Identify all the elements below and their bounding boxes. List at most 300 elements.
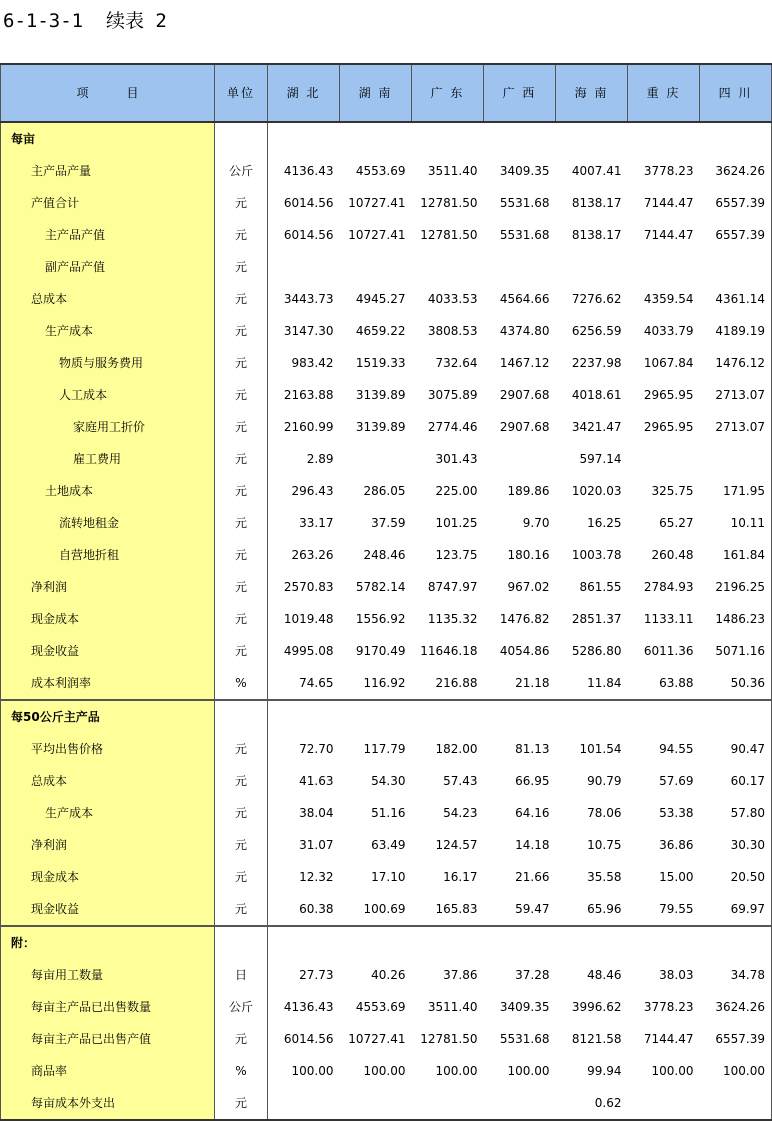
cell-value: 1519.33	[355, 356, 406, 370]
cell-value: 63.49	[371, 838, 406, 852]
cell-value: 3624.26	[700, 155, 772, 187]
cell-value: 4189.19	[700, 315, 772, 347]
cell-value: 1133.11	[643, 612, 694, 626]
row-label: 现金收益	[1, 635, 215, 667]
cell-value: 296.43	[291, 484, 334, 498]
cell-value: 100.00	[291, 1064, 334, 1078]
cell-value: 38.03	[659, 968, 694, 982]
cell-value: 48.46	[587, 968, 622, 982]
cell-value	[412, 251, 484, 283]
cell-value	[412, 1087, 484, 1120]
cell-value: 37.59	[371, 516, 406, 530]
cell-value	[412, 122, 484, 155]
row-unit: 元	[215, 733, 268, 765]
cell-value: 3139.89	[355, 388, 406, 402]
row-label: 每亩主产品已出售数量	[1, 991, 215, 1023]
cell-value: 2965.95	[643, 420, 694, 434]
cell-value: 9.70	[522, 516, 550, 530]
row-unit: 元	[215, 219, 268, 251]
table-row	[1, 861, 772, 893]
table-row	[1, 1023, 772, 1055]
header-province: 湖 北	[268, 64, 340, 122]
cell-value: 5531.68	[499, 1032, 550, 1046]
cell-value: 34.78	[700, 959, 772, 991]
table-row	[1, 959, 772, 991]
cell-value: 10.11	[700, 507, 772, 539]
cell-value	[628, 443, 700, 475]
cell-value: 2774.46	[427, 420, 478, 434]
table-row	[1, 733, 772, 765]
header-item	[1, 64, 215, 122]
cell-value: 4007.41	[571, 164, 622, 178]
cell-value: 3147.30	[283, 324, 334, 338]
row-label: 商品率	[1, 1055, 215, 1087]
cell-value: 2163.88	[283, 388, 334, 402]
cell-value: 51.16	[371, 806, 406, 820]
cell-value	[268, 122, 340, 155]
cell-value: 7144.47	[643, 1032, 694, 1046]
cell-value: 286.05	[363, 484, 406, 498]
row-unit: 元	[215, 347, 268, 379]
cell-value: 116.92	[363, 676, 406, 690]
table-row	[1, 283, 772, 315]
cell-value: 123.75	[435, 548, 478, 562]
cell-value: 38.04	[299, 806, 334, 820]
cell-value	[268, 926, 340, 959]
section-row	[1, 122, 772, 155]
cell-value: 12.32	[299, 870, 334, 884]
cell-value: 124.57	[435, 838, 478, 852]
table-row	[1, 667, 772, 700]
table-row	[1, 571, 772, 603]
cell-value: 31.07	[299, 838, 334, 852]
cell-value: 10727.41	[348, 1032, 406, 1046]
cell-value: 20.50	[700, 861, 772, 893]
row-unit: 元	[215, 1087, 268, 1120]
header-province: 湖 南	[340, 64, 412, 122]
cell-value: 64.16	[515, 806, 550, 820]
cell-value: 4359.54	[643, 292, 694, 306]
cell-value	[268, 700, 340, 733]
cell-value: 597.14	[579, 452, 622, 466]
cell-value: 59.47	[515, 902, 550, 916]
row-label: 家庭用工折价	[1, 411, 215, 443]
cell-value: 6014.56	[283, 228, 334, 242]
cell-value: 78.06	[587, 806, 622, 820]
row-label: 生产成本	[1, 797, 215, 829]
cell-value: 100.00	[435, 1064, 478, 1078]
data-table	[0, 63, 772, 1121]
cell-value: 72.70	[299, 742, 334, 756]
cell-value: 1067.84	[643, 356, 694, 370]
cell-value: 10.75	[587, 838, 622, 852]
row-label: 平均出售价格	[1, 733, 215, 765]
cell-value: 2570.83	[283, 580, 334, 594]
cell-value: 101.54	[579, 742, 622, 756]
cell-value: 983.42	[291, 356, 334, 370]
row-label: 每亩成本外支出	[1, 1087, 215, 1120]
cell-value: 81.13	[515, 742, 550, 756]
header-item-a: 项	[76, 86, 89, 100]
cell-value: 4564.66	[499, 292, 550, 306]
cell-value: 8138.17	[571, 228, 622, 242]
header-unit: 单位	[215, 64, 268, 122]
cell-value: 14.18	[515, 838, 550, 852]
cell-value: 3075.89	[427, 388, 478, 402]
cell-value: 100.00	[507, 1064, 550, 1078]
cell-value: 1003.78	[571, 548, 622, 562]
cell-value	[340, 443, 412, 475]
cell-value: 5286.80	[571, 644, 622, 658]
table-row	[1, 411, 772, 443]
row-unit: 元	[215, 539, 268, 571]
row-unit: 元	[215, 283, 268, 315]
cell-value	[700, 926, 772, 959]
cell-value: 35.58	[587, 870, 622, 884]
row-unit: 元	[215, 893, 268, 926]
cell-value: 5782.14	[355, 580, 406, 594]
cell-value: 4945.27	[355, 292, 406, 306]
cell-value: 12781.50	[420, 1032, 478, 1046]
cell-value	[340, 122, 412, 155]
cell-value: 3409.35	[499, 1000, 550, 1014]
cell-value: 54.23	[443, 806, 478, 820]
cell-value: 4054.86	[499, 644, 550, 658]
row-unit: 元	[215, 443, 268, 475]
cell-value: 3421.47	[571, 420, 622, 434]
cell-value: 4018.61	[571, 388, 622, 402]
cell-value: 41.63	[299, 774, 334, 788]
cell-value	[628, 700, 700, 733]
cell-value: 8747.97	[427, 580, 478, 594]
cell-value: 3778.23	[643, 1000, 694, 1014]
row-unit	[215, 122, 268, 155]
row-label: 自营地折租	[1, 539, 215, 571]
cell-value: 3139.89	[355, 420, 406, 434]
cell-value	[700, 700, 772, 733]
cell-value: 3778.23	[643, 164, 694, 178]
cell-value	[340, 251, 412, 283]
table-row	[1, 539, 772, 571]
cell-value: 6011.36	[643, 644, 694, 658]
table-row	[1, 893, 772, 926]
table-row	[1, 1055, 772, 1087]
table-row	[1, 1087, 772, 1120]
cell-value: 732.64	[435, 356, 478, 370]
cell-value	[484, 251, 556, 283]
cell-value: 33.17	[299, 516, 334, 530]
cell-value: 1486.23	[700, 603, 772, 635]
row-label: 人工成本	[1, 379, 215, 411]
row-label: 成本利润率	[1, 667, 215, 700]
cell-value: 2851.37	[571, 612, 622, 626]
cell-value: 99.94	[587, 1064, 622, 1078]
cell-value	[484, 122, 556, 155]
cell-value	[556, 700, 628, 733]
cell-value: 63.88	[659, 676, 694, 690]
row-unit: 元	[215, 507, 268, 539]
table-row	[1, 829, 772, 861]
table-row	[1, 187, 772, 219]
cell-value: 1556.92	[355, 612, 406, 626]
row-label: 每亩主产品已出售产值	[1, 1023, 215, 1055]
row-label: 现金成本	[1, 603, 215, 635]
cell-value: 4995.08	[283, 644, 334, 658]
row-label: 产值合计	[1, 187, 215, 219]
row-unit: 元	[215, 1023, 268, 1055]
cell-value: 16.25	[587, 516, 622, 530]
cell-value: 6557.39	[700, 187, 772, 219]
cell-value: 10727.41	[348, 228, 406, 242]
cell-value: 189.86	[507, 484, 550, 498]
cell-value: 2713.07	[700, 379, 772, 411]
cell-value	[556, 251, 628, 283]
table-row	[1, 603, 772, 635]
row-unit	[215, 700, 268, 733]
cell-value: 65.96	[587, 902, 622, 916]
row-label: 生产成本	[1, 315, 215, 347]
cell-value: 248.46	[363, 548, 406, 562]
cell-value	[340, 1087, 412, 1120]
table-body	[1, 122, 772, 1120]
cell-value	[484, 926, 556, 959]
table-row	[1, 797, 772, 829]
cell-value: 8121.58	[571, 1032, 622, 1046]
cell-value	[268, 1087, 340, 1120]
table-row	[1, 991, 772, 1023]
cell-value: 5531.68	[499, 228, 550, 242]
cell-value: 74.65	[299, 676, 334, 690]
cell-value: 2713.07	[700, 411, 772, 443]
cell-value: 11.84	[587, 676, 622, 690]
row-label: 主产品产值	[1, 219, 215, 251]
cell-value	[556, 926, 628, 959]
cell-value	[340, 926, 412, 959]
cell-value: 165.83	[435, 902, 478, 916]
row-label: 雇工费用	[1, 443, 215, 475]
row-label: 主产品产量	[1, 155, 215, 187]
table-row	[1, 443, 772, 475]
row-label: 净利润	[1, 829, 215, 861]
row-unit: 元	[215, 603, 268, 635]
cell-value: 7144.47	[643, 196, 694, 210]
cell-value: 16.17	[443, 870, 478, 884]
cell-value: 0.62	[556, 1087, 628, 1120]
cell-value: 3511.40	[427, 1000, 478, 1014]
table-row	[1, 251, 772, 283]
cell-value: 53.38	[659, 806, 694, 820]
cell-value: 37.86	[443, 968, 478, 982]
row-label: 每亩	[1, 122, 215, 155]
header-province: 广 西	[484, 64, 556, 122]
section-row	[1, 700, 772, 733]
cell-value: 2237.98	[571, 356, 622, 370]
row-unit: 元	[215, 315, 268, 347]
cell-value: 15.00	[659, 870, 694, 884]
cell-value: 10727.41	[348, 196, 406, 210]
cell-value: 182.00	[435, 742, 478, 756]
cell-value: 6014.56	[283, 1032, 334, 1046]
row-unit	[215, 926, 268, 959]
cell-value	[412, 926, 484, 959]
cell-value: 6014.56	[283, 196, 334, 210]
cell-value: 60.17	[700, 765, 772, 797]
cell-value: 263.26	[291, 548, 334, 562]
cell-value: 100.00	[363, 1064, 406, 1078]
cell-value: 1476.12	[700, 347, 772, 379]
row-unit: 元	[215, 475, 268, 507]
cell-value: 4136.43	[283, 164, 334, 178]
cell-value: 2160.99	[283, 420, 334, 434]
row-label: 流转地租金	[1, 507, 215, 539]
cell-value: 225.00	[435, 484, 478, 498]
table-row	[1, 475, 772, 507]
table-row	[1, 219, 772, 251]
cell-value: 66.95	[515, 774, 550, 788]
row-unit: 元	[215, 861, 268, 893]
table-row	[1, 379, 772, 411]
cell-value: 100.69	[363, 902, 406, 916]
cell-value	[700, 443, 772, 475]
row-unit: 公斤	[215, 155, 268, 187]
cell-value: 161.84	[700, 539, 772, 571]
cell-value: 17.10	[371, 870, 406, 884]
cell-value: 5071.16	[700, 635, 772, 667]
cell-value: 57.43	[443, 774, 478, 788]
cell-value: 36.86	[659, 838, 694, 852]
cell-value: 7144.47	[643, 228, 694, 242]
row-unit: 元	[215, 379, 268, 411]
cell-value: 2965.95	[643, 388, 694, 402]
cell-value: 50.36	[700, 667, 772, 700]
cell-value: 2784.93	[643, 580, 694, 594]
header-province: 海 南	[556, 64, 628, 122]
cell-value: 3624.26	[700, 991, 772, 1023]
cell-value: 54.30	[371, 774, 406, 788]
cell-value	[340, 700, 412, 733]
section-row	[1, 926, 772, 959]
row-label: 现金收益	[1, 893, 215, 926]
cell-value: 171.95	[700, 475, 772, 507]
cell-value: 4033.79	[643, 324, 694, 338]
cell-value	[628, 1087, 700, 1120]
cell-value: 3409.35	[499, 164, 550, 178]
row-label: 物质与服务费用	[1, 347, 215, 379]
cell-value: 90.47	[700, 733, 772, 765]
header-item-b: 目	[126, 86, 139, 100]
row-label: 土地成本	[1, 475, 215, 507]
cell-value: 11646.18	[420, 644, 478, 658]
row-label: 每50公斤主产品	[1, 700, 215, 733]
row-unit: 元	[215, 571, 268, 603]
row-unit: 元	[215, 765, 268, 797]
cell-value	[628, 926, 700, 959]
cell-value	[484, 1087, 556, 1120]
row-label: 每亩用工数量	[1, 959, 215, 991]
cell-value: 2196.25	[700, 571, 772, 603]
cell-value: 100.00	[651, 1064, 694, 1078]
row-unit: 公斤	[215, 991, 268, 1023]
cell-value: 6557.39	[700, 1023, 772, 1055]
cell-value: 1019.48	[283, 612, 334, 626]
table-row	[1, 155, 772, 187]
row-unit: %	[215, 1055, 268, 1087]
cell-value: 4553.69	[355, 1000, 406, 1014]
cell-value: 4374.80	[499, 324, 550, 338]
cell-value: 5531.68	[499, 196, 550, 210]
cell-value	[268, 251, 340, 283]
row-unit: 元	[215, 411, 268, 443]
cell-value: 60.38	[299, 902, 334, 916]
cell-value: 21.66	[515, 870, 550, 884]
cell-value: 7276.62	[571, 292, 622, 306]
cell-value: 57.69	[659, 774, 694, 788]
cell-value: 101.25	[435, 516, 478, 530]
cell-value: 4553.69	[355, 164, 406, 178]
cell-value: 100.00	[700, 1055, 772, 1087]
cell-value: 4659.22	[355, 324, 406, 338]
cell-value: 260.48	[651, 548, 694, 562]
table-row	[1, 765, 772, 797]
cell-value: 117.79	[363, 742, 406, 756]
cell-value: 37.28	[515, 968, 550, 982]
table-row	[1, 315, 772, 347]
cell-value: 1467.12	[499, 356, 550, 370]
cell-value: 94.55	[659, 742, 694, 756]
cell-value: 4033.53	[427, 292, 478, 306]
cell-value: 12781.50	[420, 196, 478, 210]
row-unit: 日	[215, 959, 268, 991]
row-unit: 元	[215, 187, 268, 219]
cell-value: 79.55	[659, 902, 694, 916]
header-province: 广 东	[412, 64, 484, 122]
cell-value: 57.80	[700, 797, 772, 829]
cell-value	[484, 443, 556, 475]
cell-value: 8138.17	[571, 196, 622, 210]
cell-value: 1476.82	[499, 612, 550, 626]
cell-value: 6557.39	[700, 219, 772, 251]
cell-value	[700, 122, 772, 155]
cell-value: 325.75	[651, 484, 694, 498]
table-row	[1, 635, 772, 667]
cell-value: 12781.50	[420, 228, 478, 242]
header-province: 重 庆	[628, 64, 700, 122]
cell-value: 6256.59	[571, 324, 622, 338]
row-unit: 元	[215, 251, 268, 283]
cell-value: 69.97	[700, 893, 772, 926]
page-title: 6-1-3-1 续表 2	[3, 10, 167, 32]
cell-value	[700, 251, 772, 283]
cell-value: 301.43	[435, 452, 478, 466]
cell-value: 2907.68	[499, 420, 550, 434]
table-row	[1, 507, 772, 539]
cell-value	[412, 700, 484, 733]
cell-value: 3996.62	[571, 1000, 622, 1014]
cell-value: 180.16	[507, 548, 550, 562]
cell-value: 65.27	[659, 516, 694, 530]
cell-value: 1020.03	[571, 484, 622, 498]
cell-value: 30.30	[700, 829, 772, 861]
row-label: 净利润	[1, 571, 215, 603]
cell-value	[628, 251, 700, 283]
cell-value	[700, 1087, 772, 1120]
cell-value: 967.02	[507, 580, 550, 594]
cell-value: 27.73	[299, 968, 334, 982]
cell-value: 2907.68	[499, 388, 550, 402]
row-label: 附：	[1, 926, 215, 959]
cell-value	[628, 122, 700, 155]
row-label: 总成本	[1, 765, 215, 797]
